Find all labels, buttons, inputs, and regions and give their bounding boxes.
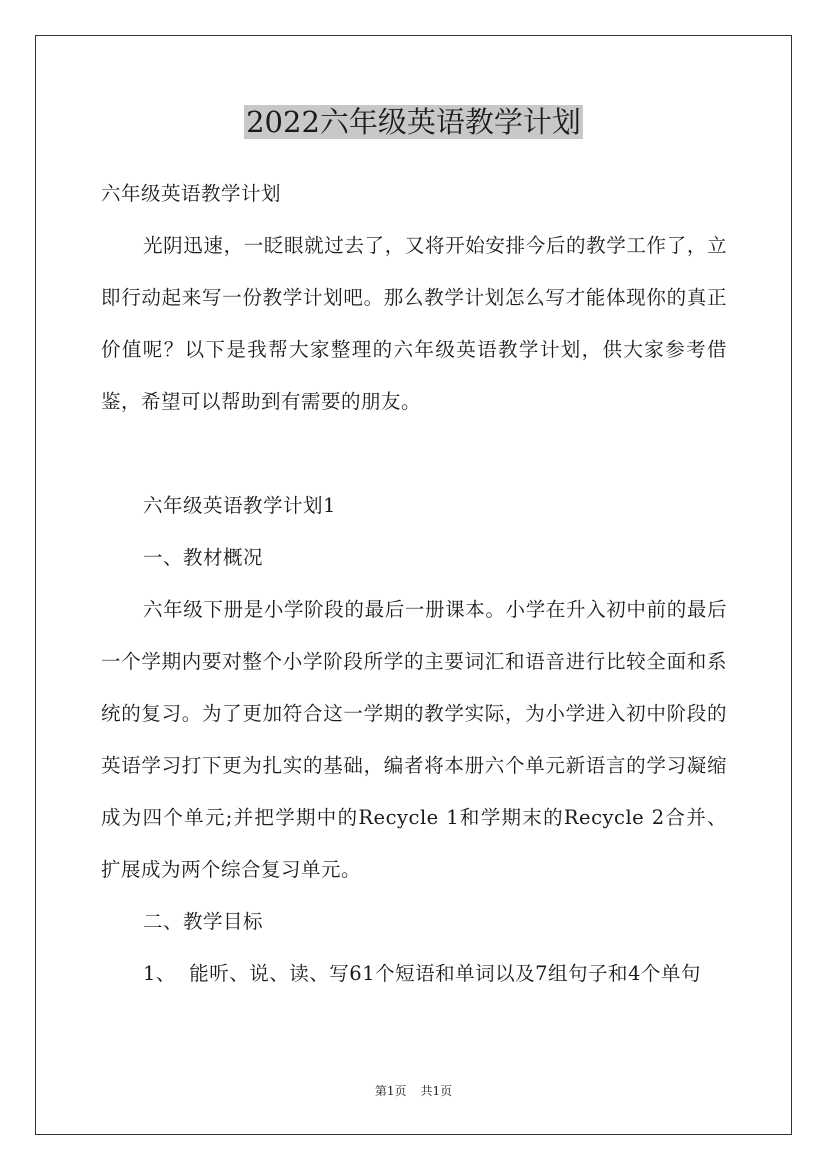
- heading-teaching-goals: 二、教学目标: [143, 910, 264, 933]
- document-subtitle: 六年级英语教学计划: [101, 182, 282, 205]
- page-footer: [0, 1081, 827, 1101]
- document-body: [101, 168, 727, 1000]
- page-total: 共1页: [420, 1084, 453, 1098]
- page-number: 第1页: [374, 1084, 407, 1098]
- textbook-overview-paragraph: 六年级下册是小学阶段的最后一册课本。小学在升入初中前的最后一个学期内要对整个小学阶段所学的主要词汇和语音进行比较全面和系统的复习。为了更加符合这一学期的教学实际，为小学进入初中阶段的英语学习打下更为扎实的基础，编者将本册六个单元新语言的学习凝缩成为四个单元;并把学期中的Recycle 1和学期末的Recycle 2合并、扩展成为两个综合复习单元。: [101, 598, 727, 881]
- document-title-text: 2022六年级英语教学计划: [246, 105, 581, 139]
- section-title: 六年级英语教学计划1: [143, 494, 336, 517]
- intro-paragraph: 光阴迅速，一眨眼就过去了，又将开始安排今后的教学工作了，立即行动起来写一份教学计划吧。那么教学计划怎么写才能体现你的真正价值呢？以下是我帮大家整理的六年级英语教学计划，供大家参考借鉴，希望可以帮助到有需要的朋友。: [101, 234, 727, 413]
- heading-textbook-overview: 一、教材概况: [143, 546, 264, 569]
- goal-item-1: 1、 能听、说、读、写61个短语和单词以及7组句子和4个单句: [143, 962, 701, 985]
- blank-line: [101, 428, 727, 480]
- document-title: [0, 100, 827, 144]
